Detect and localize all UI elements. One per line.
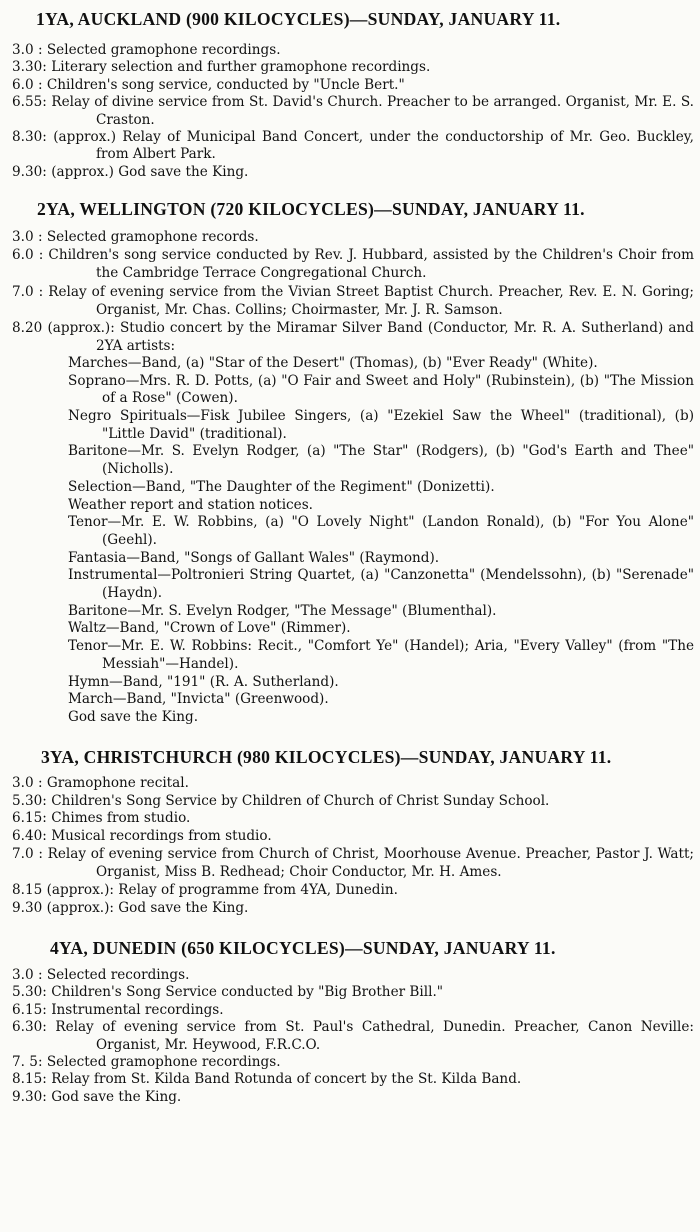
schedule-entry bbox=[6, 164, 694, 181]
schedule-entry bbox=[6, 319, 694, 355]
entry-text: God save the King. bbox=[51, 1088, 182, 1105]
entry-time: 8.15 bbox=[12, 882, 43, 899]
entry-text: (approx.) God save the King. bbox=[51, 163, 249, 180]
schedule-entry bbox=[6, 94, 694, 129]
entry-text: Selected gramophone recordings. bbox=[46, 1053, 281, 1070]
schedule-list bbox=[6, 42, 694, 181]
entry-text: Relay from St. Kilda Band Rotunda of concert by the St. Kilda Band. bbox=[51, 1071, 522, 1088]
entry-time: 6.30: bbox=[12, 1019, 47, 1036]
schedule-entry bbox=[6, 775, 694, 793]
programme-item: Fantasia—Band, "Songs of Gallant Wales" (Raymond). bbox=[68, 549, 440, 566]
entry-time: 8.30: bbox=[12, 129, 47, 146]
station-heading: 3YA, CHRISTCHURCH (980 KILOCYCLES)—SUNDAY, JANUARY 11. bbox=[41, 746, 612, 767]
schedule-entry bbox=[6, 1019, 694, 1054]
entry-text: (approx.): God save the King. bbox=[46, 900, 249, 917]
entry-time: 9.30 bbox=[12, 900, 43, 917]
programme-item: Instrumental—Poltronieri String Quartet, (a) "Canzonetta" (Mendelssohn), (b) "Serenade" (Haydn). bbox=[68, 567, 694, 602]
schedule-entry bbox=[6, 129, 694, 164]
entry-time: 3.0 : bbox=[12, 229, 43, 246]
station-heading: 4YA, DUNEDIN (650 KILOCYCLES)—SUNDAY, JANUARY 11. bbox=[50, 937, 556, 958]
entry-text: Relay of evening service from St. Paul's Cathedral, Dunedin. Preacher, Canon Neville: Organist, Mr. Heywood, F.R.C.O. bbox=[55, 1019, 695, 1053]
entry-text: Selected gramophone recordings. bbox=[46, 42, 281, 58]
entry-text: Instrumental recordings. bbox=[51, 1001, 224, 1018]
programme-item: Hymn—Band, "191" (R. A. Sutherland). bbox=[68, 673, 339, 690]
schedule-entry bbox=[6, 1054, 694, 1071]
schedule-list bbox=[6, 775, 694, 918]
programme-item: Weather report and station notices. bbox=[68, 496, 314, 513]
station-3ya bbox=[6, 727, 694, 918]
schedule-entry bbox=[6, 42, 694, 59]
schedule-entry bbox=[6, 846, 694, 882]
entry-time: 6.0 : bbox=[12, 247, 44, 264]
entry-time: 5.30: bbox=[12, 984, 47, 1001]
entry-time: 6.15: bbox=[12, 1001, 47, 1018]
entry-text: Children's song service, conducted by "Uncle Bert." bbox=[46, 76, 405, 93]
entry-time: 8.15: bbox=[12, 1071, 47, 1088]
schedule-entry bbox=[6, 967, 694, 984]
programme-item: Tenor—Mr. E. W. Robbins, (a) "O Lovely Night" (Landon Ronald), (b) "For You Alone" (Geehl). bbox=[68, 514, 694, 548]
programme-item: Waltz—Band, "Crown of Love" (Rimmer). bbox=[68, 620, 351, 637]
entry-time: 3.30: bbox=[12, 59, 47, 76]
schedule-entry bbox=[6, 900, 694, 918]
schedule-entry bbox=[6, 810, 694, 828]
programme-item: God save the King. bbox=[68, 708, 199, 725]
schedule-entry bbox=[6, 882, 694, 900]
schedule-entry bbox=[6, 828, 694, 846]
concert-programme bbox=[6, 355, 694, 727]
schedule-entry bbox=[6, 1002, 694, 1019]
entry-text: Chimes from studio. bbox=[51, 810, 191, 827]
entry-text: Literary selection and further gramophone recordings. bbox=[51, 59, 431, 76]
entry-time: 6.15: bbox=[12, 810, 47, 827]
station-4ya bbox=[6, 918, 694, 1106]
entry-text: Children's song service conducted by Rev. J. Hubbard, assisted by the Children's Choir from the Cambridge Terrace Congregational Church. bbox=[48, 247, 694, 282]
entry-time: 9.30: bbox=[12, 163, 47, 180]
entry-time: 7.0 : bbox=[12, 283, 44, 300]
entry-text: (approx.) Relay of Municipal Band Concert, under the conductorship of Mr. Geo. Buckley, from Albert Park. bbox=[53, 129, 694, 163]
entry-time: 9.30: bbox=[12, 1088, 47, 1105]
schedule-entry bbox=[6, 1089, 694, 1106]
schedule-entry bbox=[6, 1071, 694, 1088]
entry-time: 6.55: bbox=[12, 94, 47, 111]
programme-item: Baritone—Mr. S. Evelyn Rodger, (a) "The Star" (Rodgers), (b) "God's Earth and Thee" (Nicholls). bbox=[68, 443, 694, 478]
schedule-list bbox=[6, 228, 694, 355]
entry-time: 7. 5: bbox=[12, 1053, 43, 1070]
entry-text: Relay of evening service from the Vivian Street Baptist Church. Preacher, Rev. E. N. Goring; Organist, Mr. Chas. Collins; Choirmaster, Mr. J. R. Samson. bbox=[48, 283, 694, 318]
programme-item: March—Band, "Invicta" (Greenwood). bbox=[68, 691, 329, 708]
entry-text: Gramophone recital. bbox=[46, 774, 189, 791]
entry-text: Children's Song Service by Children of Church of Christ Sunday School. bbox=[51, 792, 550, 809]
schedule-entry bbox=[6, 77, 694, 94]
entry-text: Musical recordings from studio. bbox=[51, 828, 272, 845]
entry-text: Relay of evening service from Church of Christ, Moorhouse Avenue. Preacher, Pastor J. Watt; Organist, Miss B. Redhead; Choir Conductor, Mr. H. Ames. bbox=[47, 846, 694, 881]
programme-item: Soprano—Mrs. R. D. Potts, (a) "O Fair and Sweet and Holy" (Rubinstein), (b) "The Mission of a Rose" (Cowen). bbox=[68, 372, 694, 407]
station-2ya bbox=[6, 181, 694, 726]
entry-text: Selected gramophone records. bbox=[46, 229, 259, 246]
programme-item: Tenor—Mr. E. W. Robbins: Recit., "Comfort Ye" (Handel); Aria, "Every Valley" (from "The Messiah"—Handel). bbox=[68, 638, 694, 672]
entry-time: 8.20 bbox=[12, 319, 43, 336]
schedule-entry bbox=[6, 984, 694, 1001]
entry-time: 6.0 : bbox=[12, 76, 43, 93]
entry-text: Children's Song Service conducted by "Big Brother Bill." bbox=[51, 984, 444, 1001]
entry-text: (approx.): Relay of programme from 4YA, Dunedin. bbox=[46, 882, 398, 899]
schedule-entry bbox=[6, 59, 694, 76]
station-1ya bbox=[6, 0, 694, 181]
schedule-list bbox=[6, 967, 694, 1106]
station-heading: 2YA, WELLINGTON (720 KILOCYCLES)—SUNDAY, JANUARY 11. bbox=[37, 199, 585, 220]
entry-time: 3.0 : bbox=[12, 42, 43, 58]
programme-item: Marches—Band, (a) "Star of the Desert" (Thomas), (b) "Ever Ready" (White). bbox=[68, 354, 598, 371]
programme-item: Selection—Band, "The Daughter of the Regiment" (Donizetti). bbox=[68, 478, 495, 495]
programme-item: Negro Spirituals—Fisk Jubilee Singers, (a) "Ezekiel Saw the Wheel" (traditional), (b) "Little David" (traditional). bbox=[68, 408, 694, 442]
station-heading: 1YA, AUCKLAND (900 KILOCYCLES)—SUNDAY, JANUARY 11. bbox=[36, 9, 561, 29]
schedule-entry bbox=[6, 283, 694, 319]
entry-time: 5.30: bbox=[12, 792, 47, 809]
entry-text: Selected recordings. bbox=[46, 966, 190, 983]
entry-text: Relay of divine service from St. David's Church. Preacher to be arranged. Organist, Mr. E. S. Craston. bbox=[51, 94, 694, 128]
programme-item: Baritone—Mr. S. Evelyn Rodger, "The Message" (Blumenthal). bbox=[68, 602, 497, 619]
entry-time: 7.0 : bbox=[12, 846, 43, 863]
entry-time: 3.0 : bbox=[12, 774, 43, 791]
schedule-entry bbox=[6, 228, 694, 246]
schedule-entry bbox=[6, 246, 694, 282]
schedule-entry bbox=[6, 793, 694, 811]
entry-time: 3.0 : bbox=[12, 966, 43, 983]
entry-text: (approx.): Studio concert by the Miramar Silver Band (Conductor, Mr. R. A. Sutherland) and 2YA artists: bbox=[47, 319, 694, 354]
entry-time: 6.40: bbox=[12, 828, 47, 845]
